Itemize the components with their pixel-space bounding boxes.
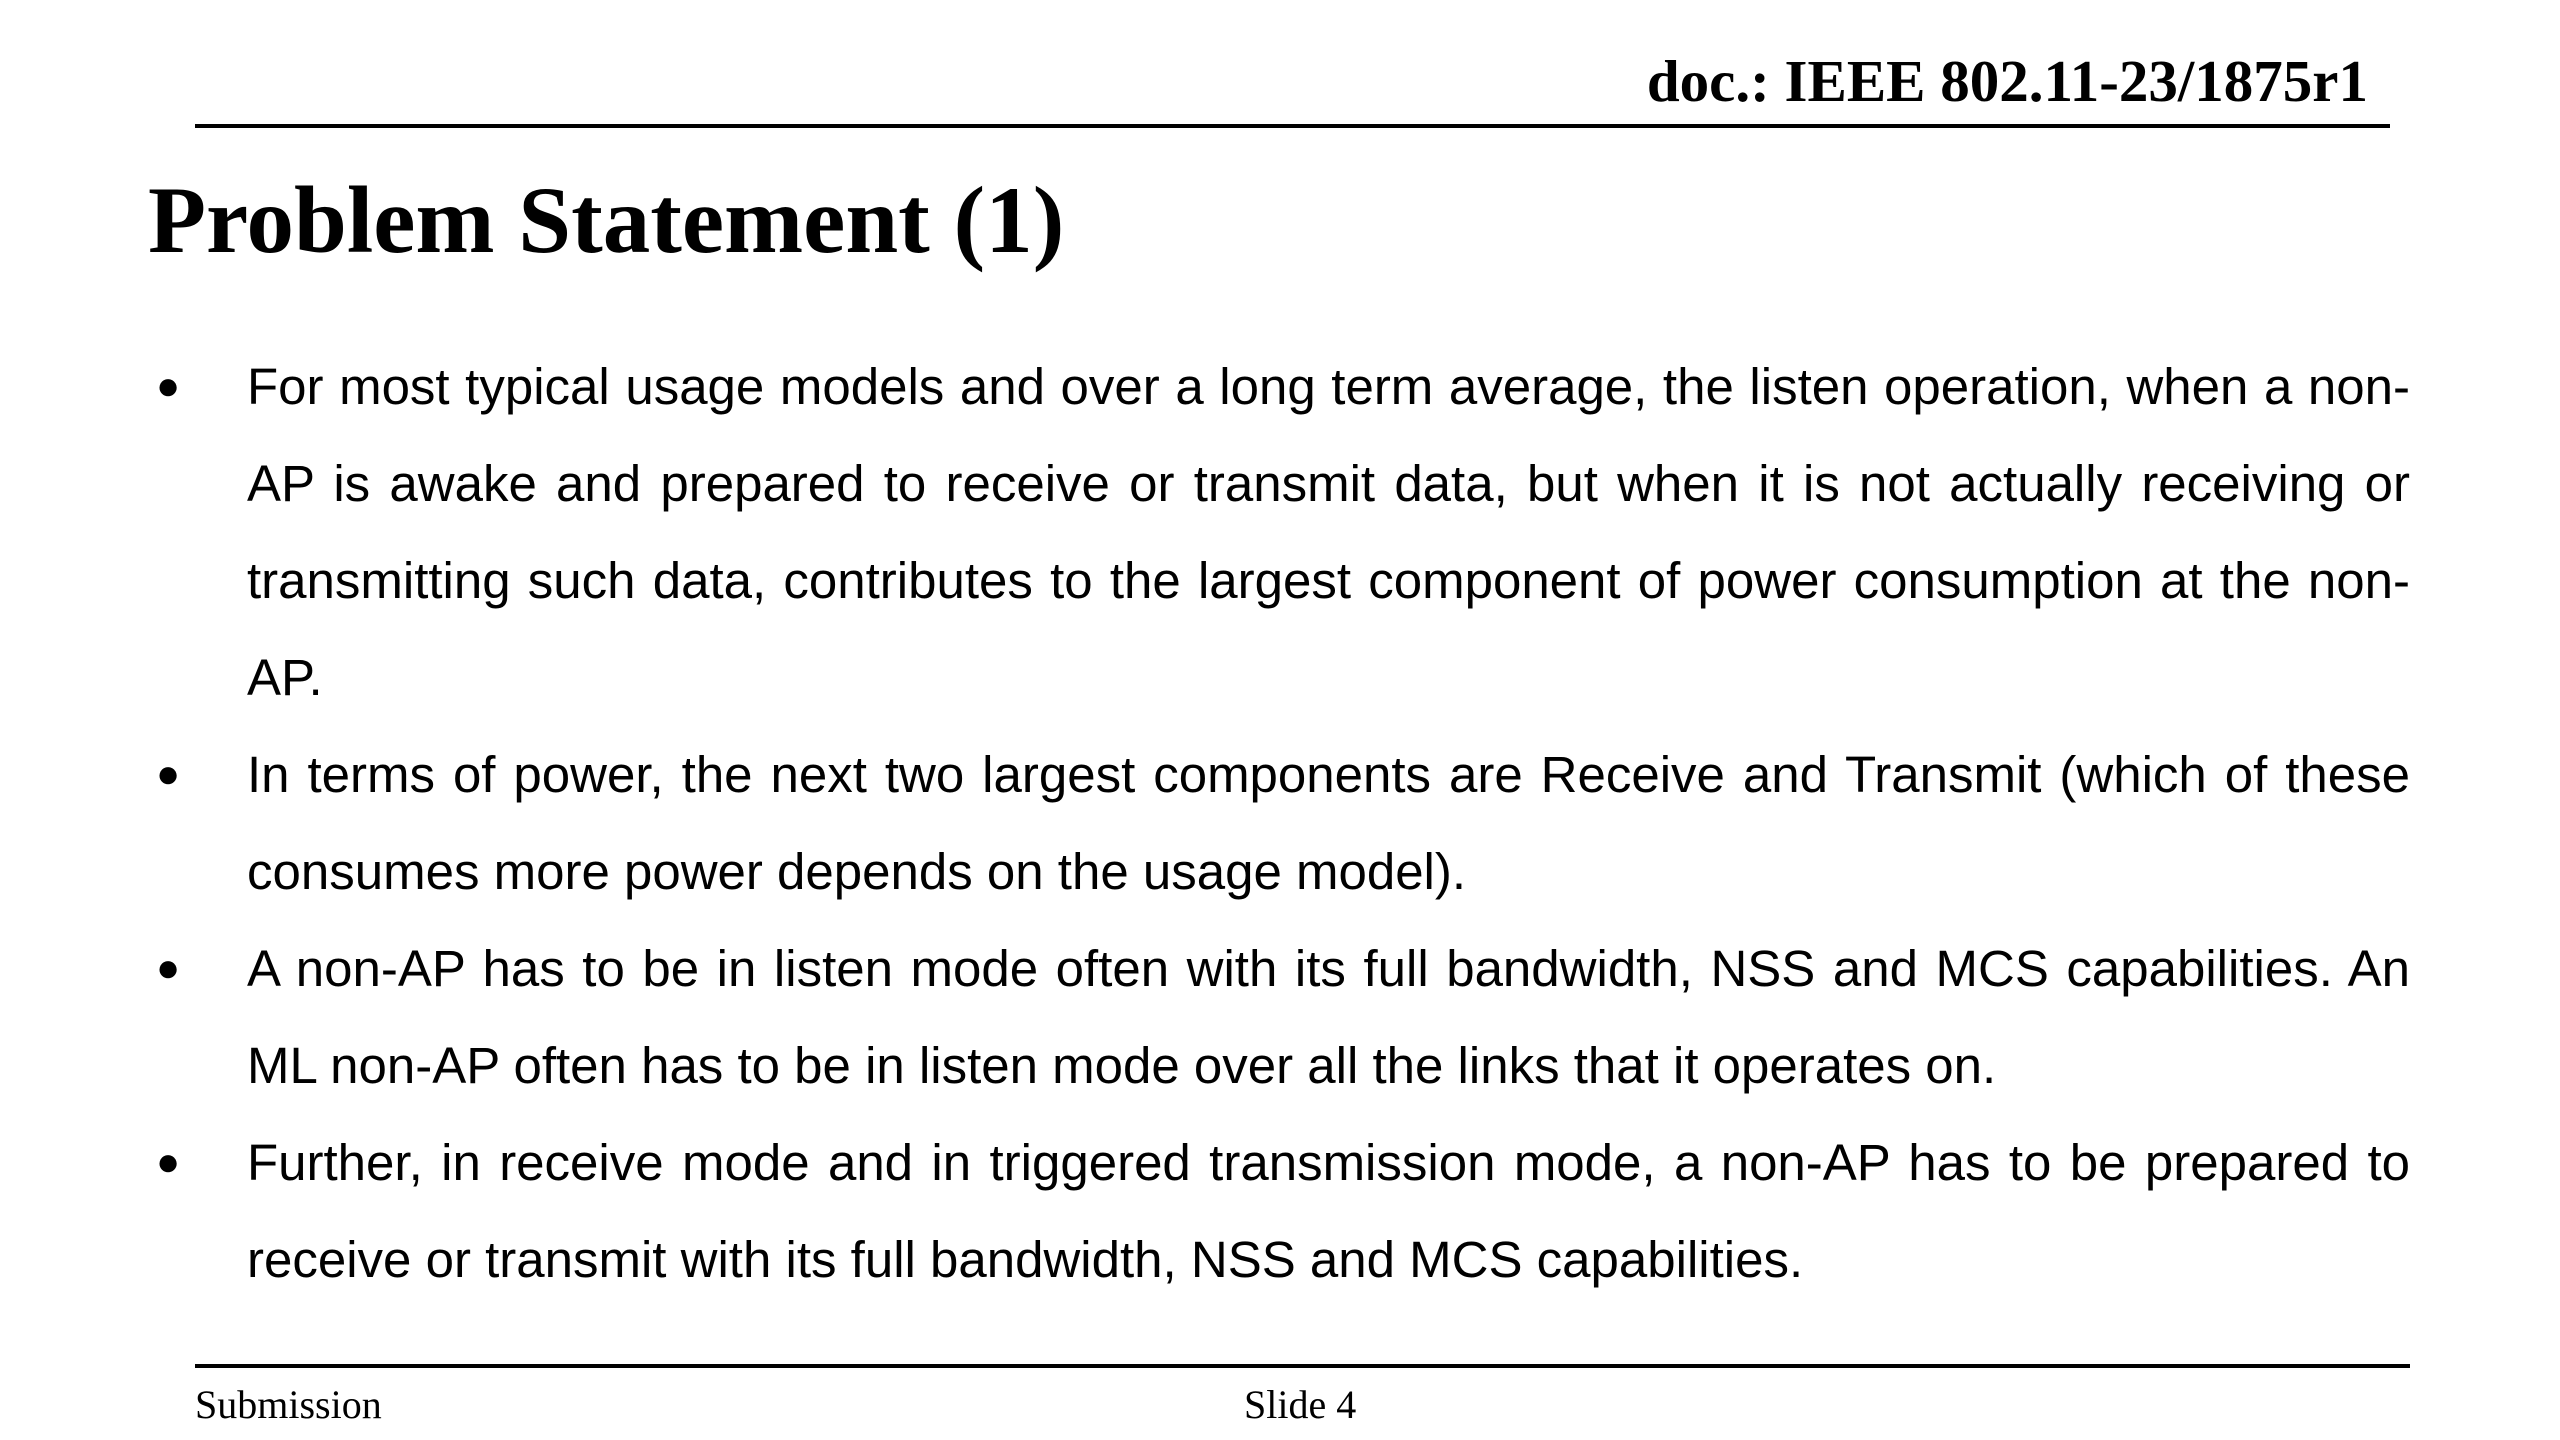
bullet-item-4 [148,1114,2410,1308]
bullet-item-2 [148,726,2410,920]
bullet-dot-icon: ● [156,364,181,408]
bullet-dot-icon: ● [156,752,181,796]
bullet-item-1 [148,338,2410,726]
bullet-dot-icon: ● [156,946,181,990]
document-id: doc.: IEEE 802.11-23/1875r1 [1646,48,2368,114]
bullet-text: For most typical usage models and over a long term average, the listen operation, when a non-AP is awake and prepared to receive or transmit data, but when it is not actually receiving or transmitting such data, contributes to the largest component of power consumption at the non-AP. [247,358,2410,706]
footer-submission: Submission [195,1382,382,1427]
bullet-text: In terms of power, the next two largest components are Receive and Transmit (which of these consumes more power depends on the usage model). [247,746,2410,900]
footer-divider [195,1364,2410,1368]
bullet-text: A non-AP has to be in listen mode often with its full bandwidth, NSS and MCS capabilities. An ML non-AP often has to be in listen mode over all the links that it operates on. [247,940,2410,1094]
bullet-text: Further, in receive mode and in triggered transmission mode, a non-AP has to be prepared to receive or transmit with its full bandwidth, NSS and MCS capabilities. [247,1134,2410,1288]
bullet-dot-icon: ● [156,1140,181,1184]
bullet-item-3 [148,920,2410,1114]
footer-slide-number: Slide 4 [1244,1382,1357,1427]
slide-title: Problem Statement (1) [148,167,1065,273]
header-divider [195,124,2390,128]
bullet-list [148,338,2410,1308]
